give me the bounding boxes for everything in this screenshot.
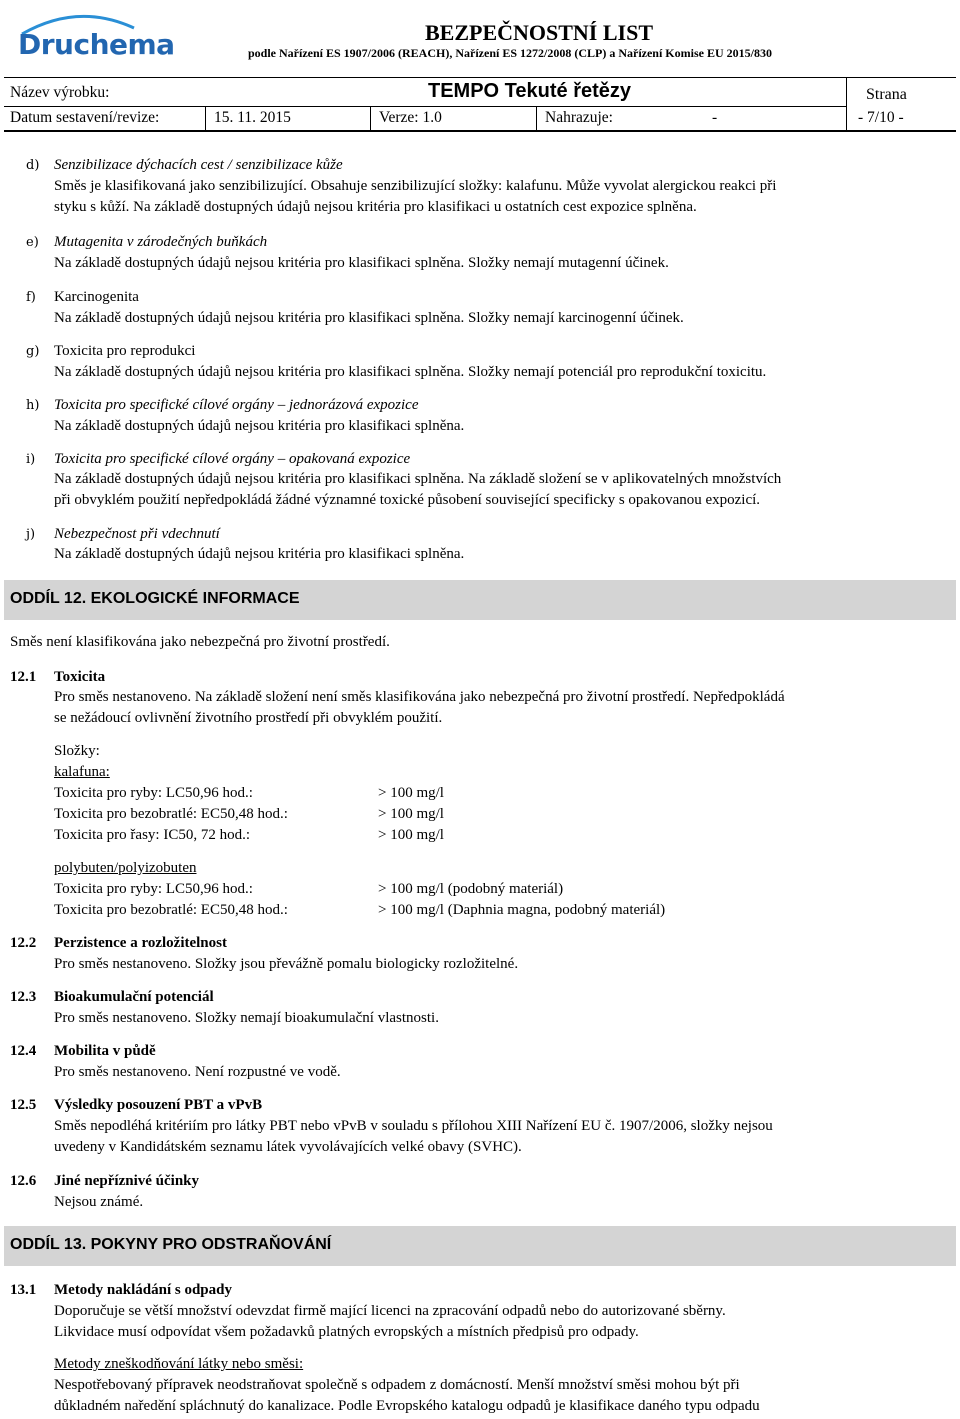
subsection-text: Pro směs nestanoveno. Na základě složení není směs klasifikována jako nebezpečná pro životní prostředí. Nepředpokládá — [54, 689, 785, 705]
version-label: Verze: 1.0 — [379, 109, 442, 126]
revision-date-value: 15. 11. 2015 — [214, 109, 291, 126]
tox-row-label: Toxicita pro řasy: IC50, 72 hod.: — [54, 827, 251, 843]
item-text: při obvyklém použití nepředpokládá žádné významné toxické působení související specificky s opakovanou expozicí. — [54, 492, 761, 508]
item-letter: g) — [26, 344, 40, 359]
disposal-methods-title: Metody zneškodňování látky nebo směsi: — [54, 1356, 304, 1372]
tox-row-label: Toxicita pro ryby: LC50,96 hod.: — [54, 785, 253, 801]
tox-row-value: > 100 mg/l — [378, 827, 444, 843]
component-name: kalafuna: — [54, 764, 110, 780]
header-divider — [205, 106, 206, 130]
item-letter: d) — [26, 158, 40, 173]
item-title: Karcinogenita — [54, 289, 139, 305]
revision-date-label: Datum sestavení/revize: — [10, 109, 160, 126]
subsection-title: Toxicita — [54, 669, 106, 685]
header-divider — [370, 106, 371, 130]
subsection-title: Bioakumulační potenciál — [54, 989, 214, 1005]
item-letter: j) — [26, 527, 36, 542]
subsection-number: 12.6 — [10, 1173, 37, 1189]
subsection-text: Pro směs nestanoveno. Složky jsou převážně pomalu biologicky rozložitelné. — [54, 956, 519, 972]
tox-row-value: > 100 mg/l — [378, 785, 444, 801]
subsection-number: 12.4 — [10, 1043, 37, 1059]
section-12-title: ODDÍL 12. EKOLOGICKÉ INFORMACE — [10, 590, 300, 607]
item-text: Na základě dostupných údajů nejsou kritéria pro klasifikaci splněna. — [54, 546, 465, 562]
subsection-number: 12.1 — [10, 669, 37, 685]
replaces-label: Nahrazuje: — [545, 109, 613, 126]
company-logo: Druchema — [18, 28, 175, 61]
product-label: Název výrobku: — [10, 84, 110, 101]
item-letter: e) — [26, 235, 39, 250]
item-text: Na základě dostupných údajů nejsou kritéria pro klasifikaci splněna. Složky nemají mutagenní účinek. — [54, 255, 669, 271]
components-label: Složky: — [54, 743, 100, 759]
page-number: - 7/10 - — [858, 109, 904, 126]
document-title: BEZPEČNOSTNÍ LIST — [424, 20, 654, 45]
subsection-title: Jiné nepříznivé účinky — [54, 1173, 200, 1189]
header-rule-top — [4, 77, 956, 78]
item-text: styku s kůží. Na základě dostupných údajů nejsou kritéria pro klasifikaci u ostatních cest expozice splněna. — [54, 199, 697, 215]
item-title: Toxicita pro reprodukci — [54, 343, 196, 359]
tox-row-label: Toxicita pro ryby: LC50,96 hod.: — [54, 881, 253, 897]
section-12-intro: Směs není klasifikována jako nebezpečná pro životní prostředí. — [10, 634, 390, 650]
subsection-title: Perzistence a rozložitelnost — [54, 935, 227, 951]
item-title: Nebezpečnost při vdechnutí — [54, 526, 220, 542]
header-divider — [846, 77, 847, 130]
item-title: Senzibilizace dýchacích cest / senzibilizace kůže — [54, 157, 343, 173]
item-letter: h) — [26, 398, 40, 413]
replaces-value: - — [712, 109, 718, 126]
subsection-text: se nežádoucí ovlivnění životního prostředí při obvyklém použití. — [54, 710, 443, 726]
subsection-text: Pro směs nestanoveno. Není rozpustné ve vodě. — [54, 1064, 341, 1080]
tox-row-label: Toxicita pro bezobratlé: EC50,48 hod.: — [54, 806, 288, 822]
tox-row-value: > 100 mg/l (podobný materiál) — [378, 881, 564, 897]
subsection-text: Nespotřebovaný přípravek neodstraňovat společně s odpadem z domácností. Menší množství směsi mohou být při — [54, 1377, 740, 1393]
subsection-text: Nejsou známé. — [54, 1194, 144, 1210]
product-name: TEMPO Tekuté řetězy — [428, 80, 632, 102]
subsection-number: 12.3 — [10, 989, 37, 1005]
item-text: Na základě dostupných údajů nejsou kritéria pro klasifikaci splněna. Na základě složení se v aplikovatelných množstvích — [54, 471, 782, 487]
subsection-title: Mobilita v půdě — [54, 1043, 156, 1059]
subsection-text: Směs nepodléhá kritériím pro látky PBT nebo vPvB v souladu s přílohou XIII Nařízení EU č. 1907/2006, složky nejsou — [54, 1118, 773, 1134]
document-subtitle: podle Nařízení ES 1907/2006 (REACH), Nařízení ES 1272/2008 (CLP) a Nařízení Komise EU 2015/830 — [248, 46, 772, 60]
subsection-text: uvedeny v Kandidátském seznamu látek vyvolávajících velké obavy (SVHC). — [54, 1139, 522, 1155]
header-divider — [536, 106, 537, 130]
item-letter: i) — [26, 452, 36, 467]
subsection-title: Výsledky posouzení PBT a vPvB — [54, 1097, 263, 1113]
header-rule-bottom — [4, 130, 956, 132]
header-rule-mid — [4, 106, 846, 107]
subsection-text: Pro směs nestanoveno. Složky nemají bioakumulační vlastnosti. — [54, 1010, 439, 1026]
page-label: Strana — [866, 86, 907, 103]
subsection-number: 12.2 — [10, 935, 37, 951]
item-title: Toxicita pro specifické cílové orgány – opakovaná expozice — [54, 451, 411, 467]
item-letter: f) — [26, 290, 36, 305]
section-13-title: ODDÍL 13. POKYNY PRO ODSTRAŇOVÁNÍ — [10, 1236, 332, 1253]
subsection-number: 13.1 — [10, 1282, 37, 1298]
item-title: Toxicita pro specifické cílové orgány – jednorázová expozice — [54, 397, 419, 413]
tox-row-label: Toxicita pro bezobratlé: EC50,48 hod.: — [54, 902, 288, 918]
subsection-text: Doporučuje se větší množství odevzdat firmě mající licenci na zpracování odpadů nebo do autorizované sběrny. — [54, 1303, 726, 1319]
subsection-number: 12.5 — [10, 1097, 37, 1113]
item-text: Na základě dostupných údajů nejsou kritéria pro klasifikaci splněna. — [54, 418, 465, 434]
tox-row-value: > 100 mg/l (Daphnia magna, podobný materiál) — [378, 902, 666, 918]
item-text: Na základě dostupných údajů nejsou kritéria pro klasifikaci splněna. Složky nemají karcinogenní účinek. — [54, 310, 684, 326]
item-text: Na základě dostupných údajů nejsou kritéria pro klasifikaci splněna. Složky nemají potenciál pro reprodukční toxicitu. — [54, 364, 767, 380]
tox-row-value: > 100 mg/l — [378, 806, 444, 822]
item-title: Mutagenita v zárodečných buňkách — [54, 234, 268, 250]
subsection-title: Metody nakládání s odpady — [54, 1282, 232, 1298]
subsection-text: důkladném naředění spláchnutý do kanalizace. Podle Evropského katalogu odpadů je klasifikace daného typu odpadu — [54, 1398, 760, 1414]
item-text: Směs je klasifikovaná jako senzibilizující. Obsahuje senzibilizující složky: kalafunu. Může vyvolat alergickou reakci při — [54, 178, 777, 194]
subsection-text: Likvidace musí odpovídat všem požadavků platných evropských a místních předpisů pro odpady. — [54, 1324, 639, 1340]
component-name: polybuten/polyizobuten — [54, 860, 197, 876]
